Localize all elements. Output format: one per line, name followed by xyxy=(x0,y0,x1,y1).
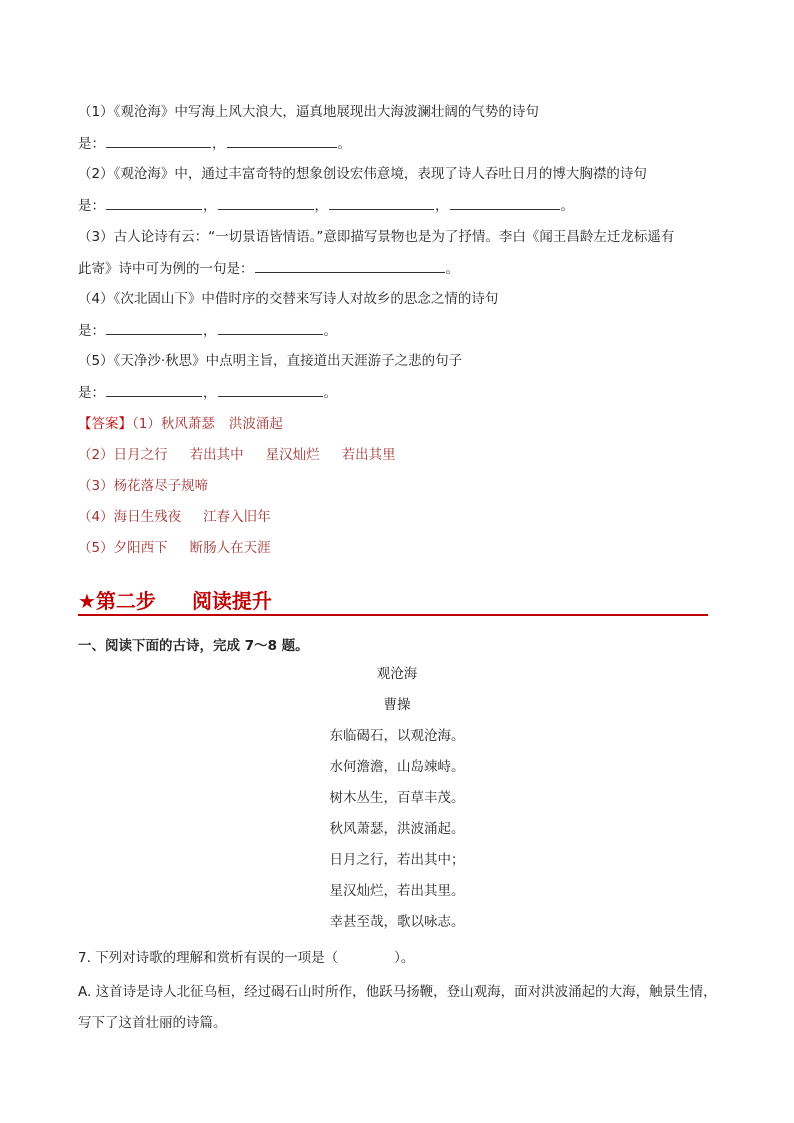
answer-blank[interactable] xyxy=(106,382,202,397)
answer-blank[interactable] xyxy=(227,133,337,148)
answer-2: （2）日月之行 若出其中 星汉灿烂 若出其里 xyxy=(78,447,396,463)
question-2-prompt: （2）《观沧海》中，通过丰富奇特的想象创设宏伟意境，表现了诗人吞吐日月的博大胸襟的诗句 xyxy=(78,166,647,182)
poem-line: 日月之行，若出其中； xyxy=(329,852,465,868)
question-1-prompt: （1）《观沧海》中写海上风大浪大，逼真地展现出大海波澜壮阔的气势的诗句 xyxy=(78,104,539,120)
question-3-prompt: （3）古人论诗有云：“一切景语皆情语。”意即描写景物也是为了抒情。李白《闻王昌龄左迁龙标遥有 xyxy=(78,229,675,245)
question-1-blanks: 是： ， 。 xyxy=(78,133,351,154)
poem-line: 星汉灿烂，若出其里。 xyxy=(329,883,465,899)
answer-blank[interactable] xyxy=(218,382,323,397)
answer-5: （5）夕阳西下 断肠人在天涯 xyxy=(78,540,271,556)
step-heading xyxy=(78,588,708,616)
answer-blank[interactable] xyxy=(218,195,314,210)
poem-line: 秋风萧瑟，洪波涌起。 xyxy=(329,821,465,837)
question-4-prompt: （4）《次北固山下》中借时序的交替来写诗人对故乡的思念之情的诗句 xyxy=(78,291,499,307)
answer-blank[interactable] xyxy=(106,133,211,148)
question-5-prompt: （5）《天净沙·秋思》中点明主旨，直接道出天涯游子之悲的句子 xyxy=(78,353,463,369)
answer-blank[interactable] xyxy=(329,195,434,210)
answer-4: （4）海日生残夜 江春入旧年 xyxy=(78,509,271,525)
poem-line: 水何澹澹，山岛竦峙。 xyxy=(329,759,465,775)
poem-line: 树木丛生，百草丰茂。 xyxy=(329,790,465,806)
star-icon: ★ xyxy=(78,589,96,613)
answer-1: 【答案】（1）秋风萧瑟 洪波涌起 xyxy=(78,416,283,432)
question-2-blanks: 是： ， ， ， 。 xyxy=(78,195,574,216)
answer-3: （3）杨花落尽子规啼 xyxy=(78,478,209,494)
answer-tag: 【答案】 xyxy=(78,416,132,432)
question-7: 7. 下列对诗歌的理解和赏析有误的一项是（ ）。 xyxy=(78,950,415,966)
step-title: 阅读提升 xyxy=(191,589,272,613)
poem-author: 曹操 xyxy=(383,697,411,713)
poem-title: 观沧海 xyxy=(376,666,418,682)
answer-blank[interactable] xyxy=(255,258,445,273)
question-4-blanks: 是： ， 。 xyxy=(78,320,337,341)
answer-blank[interactable] xyxy=(106,195,202,210)
answer-blank[interactable] xyxy=(450,195,560,210)
poem-line: 东临碣石，以观沧海。 xyxy=(329,728,465,744)
section-prompt: 一、阅读下面的古诗，完成 7～8 题。 xyxy=(78,638,309,654)
option-a: A. 这首诗是诗人北征乌桓，经过碣石山时所作，他跃马扬鞭，登山观海，面对洪波涌起的大海，触景生情，写下了这首壮丽的诗篇。 xyxy=(78,984,717,1031)
step-number: 第二步 xyxy=(95,589,156,613)
poem-line: 幸甚至哉，歌以咏志。 xyxy=(329,914,465,930)
answer-blank[interactable] xyxy=(218,320,323,335)
question-5-blanks: 是： ， 。 xyxy=(78,382,337,403)
answer-blank[interactable] xyxy=(106,320,202,335)
question-3-blanks: 此寄》诗中可为例的一句是： 。 xyxy=(78,258,459,279)
